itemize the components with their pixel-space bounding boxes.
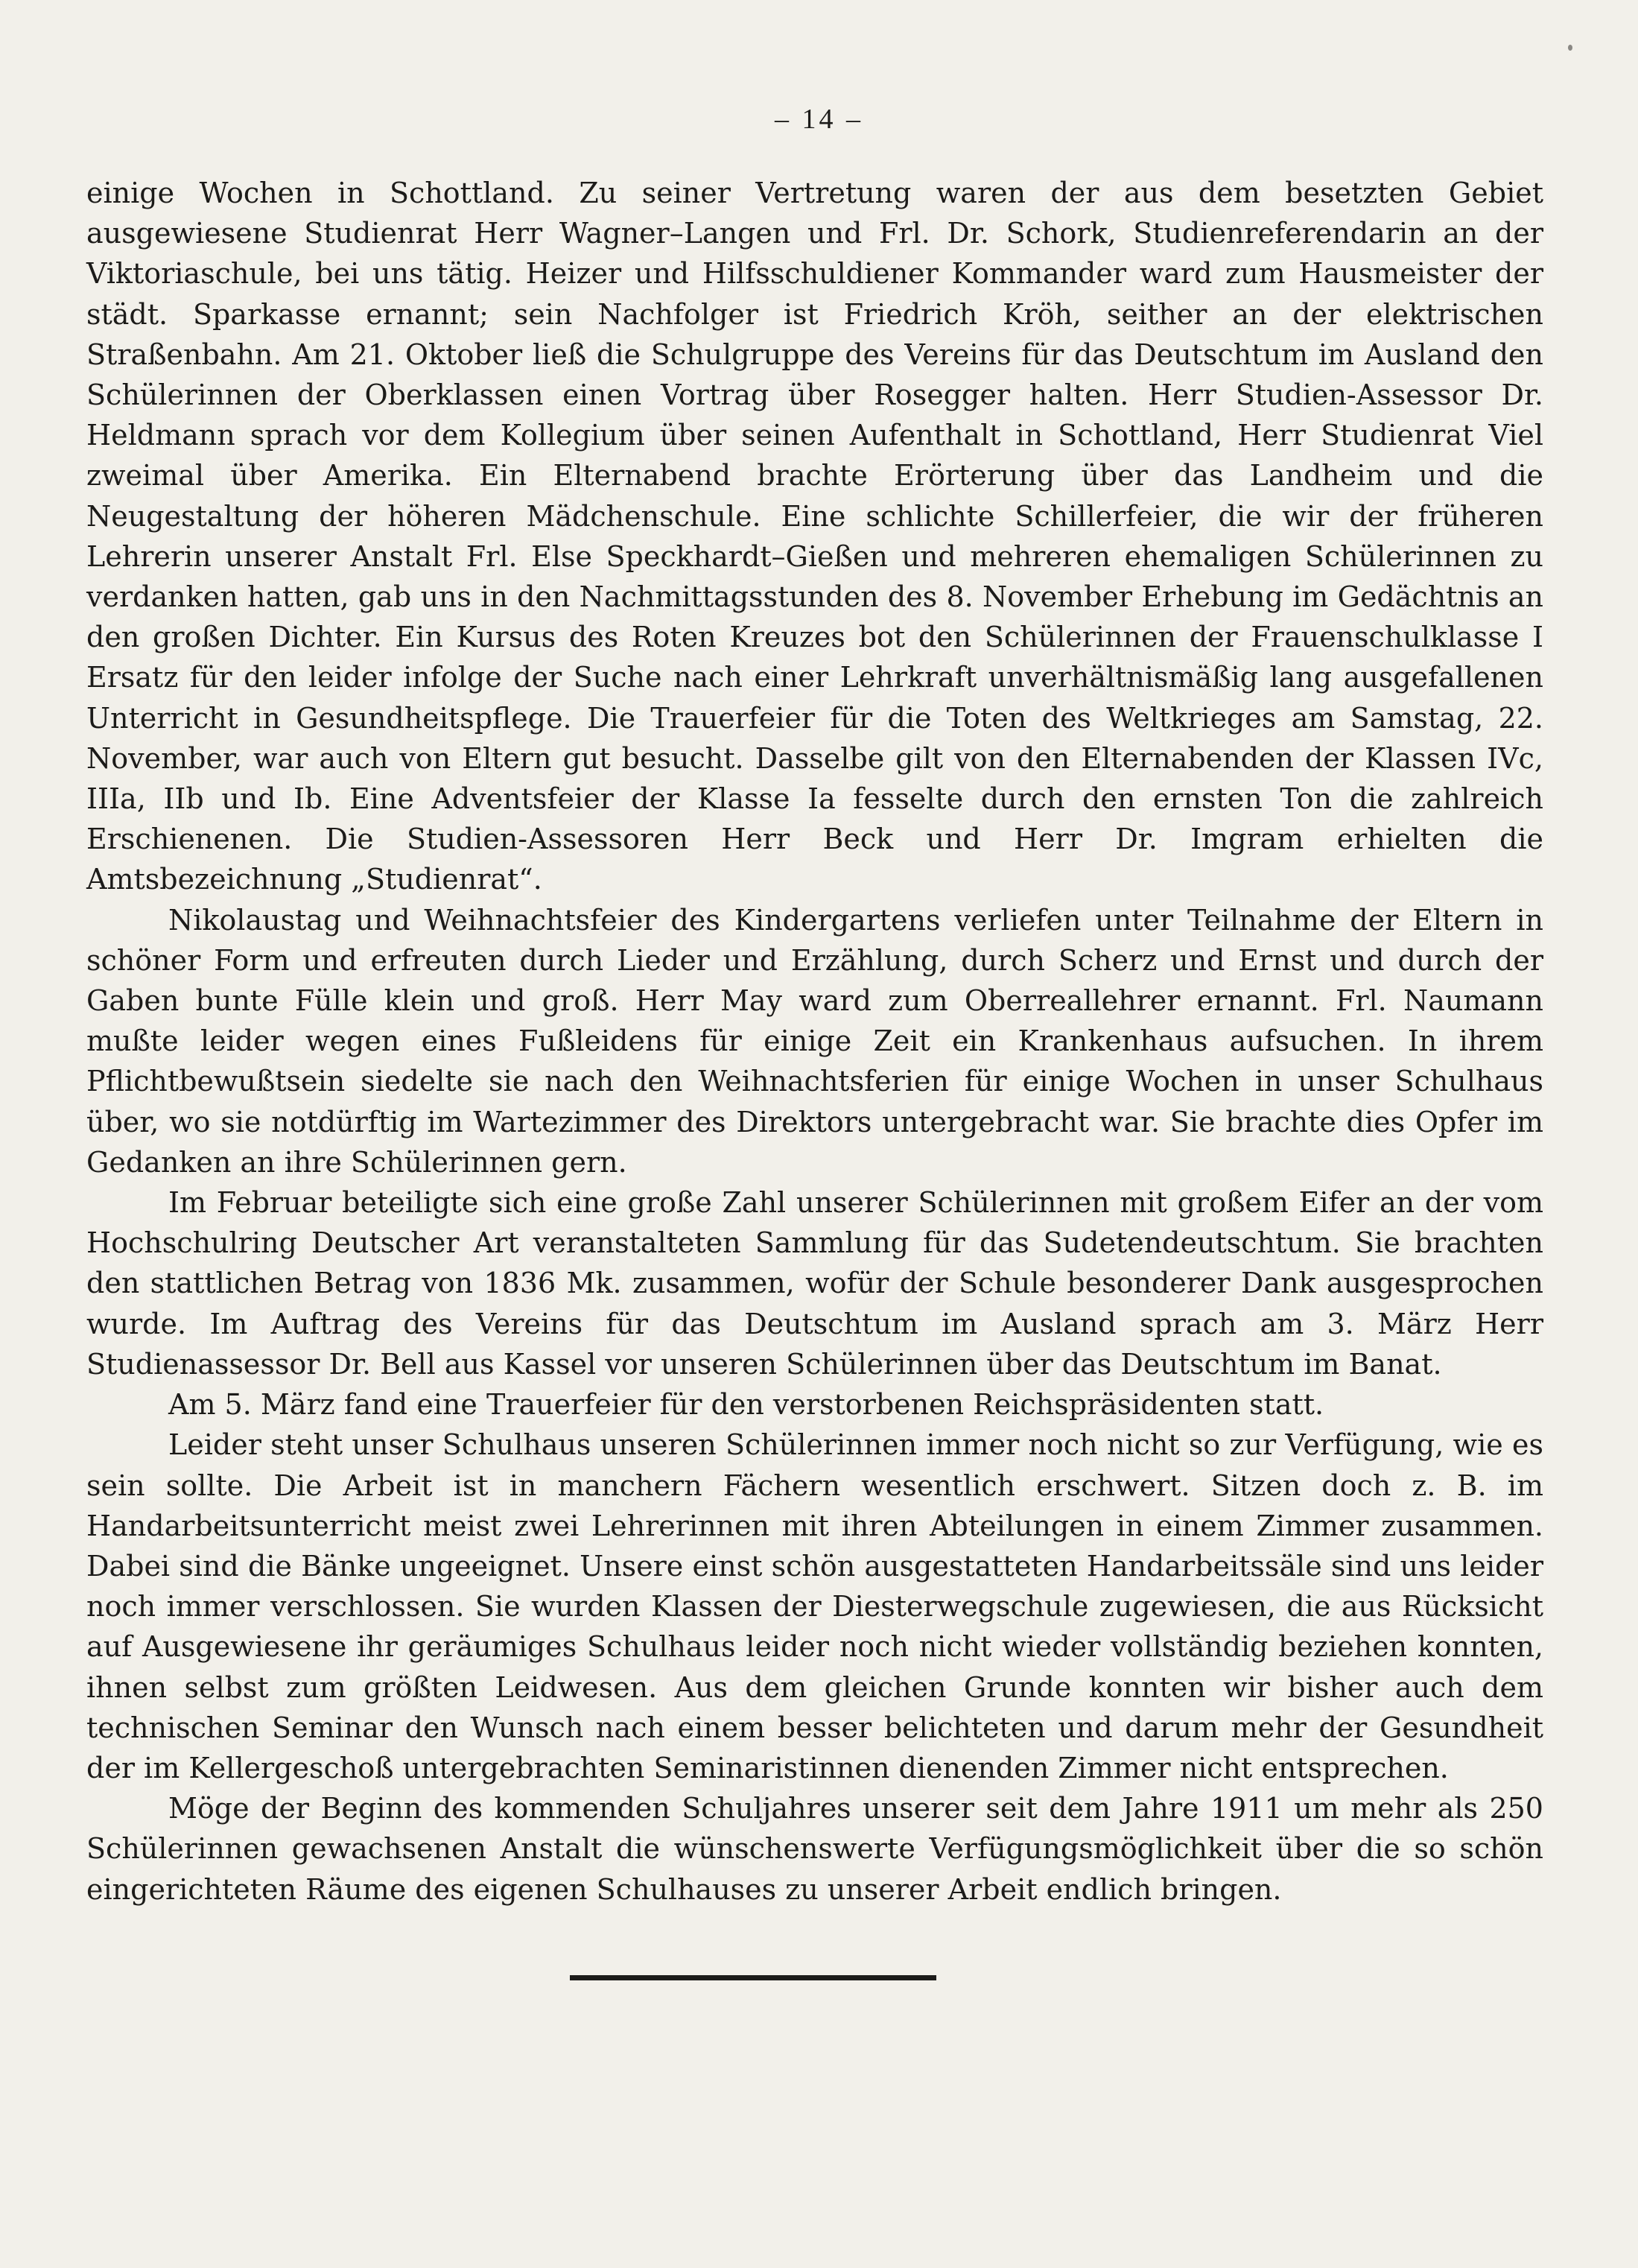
paper-speck — [1568, 45, 1572, 51]
body-text — [86, 173, 1543, 1910]
paragraph-6: Möge der Beginn des kommenden Schuljahres unserer seit dem Jahre 1911 um mehr als 250 Schülerinnen gewachsenen Anstalt die wünschenswerte Verfügungsmöglichkeit über die so schön eingerichteten Räume des eigenen Schulhauses zu unserer Arbeit endlich bringen. — [86, 1792, 1543, 1906]
paragraph-2: Nikolaustag und Weihnachtsfeier des Kindergartens verliefen unter Teilnahme der Eltern in schöner Form und erfreuten durch Lieder und Erzählung, durch Scherz und Ernst und durch der Gaben bunte Fülle klein und groß. Herr May ward zum Oberreallehrer ernannt. Frl. Naumann mußte leider wegen eines Fußleidens für einige Zeit ein Krankenhaus aufsuchen. In ihrem Pflichtbewußtsein siedelte sie nach den Weihnachtsferien für einige Wochen in unser Schulhaus über, wo sie notdürftig im Wartezimmer des Direktors untergebracht war. Sie brachte dies Opfer im Gedanken an ihre Schülerinnen gern. — [86, 903, 1543, 1179]
paragraph-5: Leider steht unser Schulhaus unseren Schülerinnen immer noch nicht so zur Verfügung, wie es sein sollte. Die Arbeit ist in manchern Fächern wesentlich erschwert. Sitzen doch z. B. im Handarbeitsunterricht meist zwei Lehrerinnen mit ihren Abteilungen in einem Zimmer zusammen. Dabei sind die Bänke ungeeignet. Unsere einst schön ausgestatteten Handarbeitssäle sind uns leider noch immer verschlossen. Sie wurden Klassen der Diesterwegschule zugewiesen, die aus Rücksicht auf Ausgewiesene ihr geräumiges Schulhaus leider noch nicht wieder vollständig beziehen konnten, ihnen selbst zum größten Leidwesen. Aus dem gleichen Grunde konnten wir bisher auch dem technischen Seminar den Wunsch nach einem besser belichteten und darum mehr der Gesundheit der im Kellergeschoß untergebrachten Seminaristinnen dienenden Zimmer nicht entsprechen. — [86, 1428, 1543, 1784]
paragraph-4: Am 5. März fand eine Trauerfeier für den verstorbenen Reichspräsidenten statt. — [168, 1388, 1324, 1422]
closing-rule — [570, 1975, 936, 1980]
page-number: – 14 – — [775, 104, 863, 135]
paragraph-1: einige Wochen in Schottland. Zu seiner Vertretung waren der aus dem besetzten Gebiet ausgewiesene Studienrat Herr Wagner–Langen und Frl. Dr. Schork, Studienreferendarin an der Viktoriaschule, bei uns tätig. Heizer und Hilfsschuldiener Kommander ward zum Hausmeister der städt. Sparkasse ernannt; sein Nachfolger ist Friedrich Kröh, seither an der elektrischen Straßenbahn. Am 21. Oktober ließ die Schulgruppe des Vereins für das Deutschtum im Ausland den Schülerinnen der Oberklassen einen Vortrag über Rosegger halten. Herr Studien-Assessor Dr. Heldmann sprach vor dem Kollegium über seinen Aufenthalt in Schottland, Herr Studienrat Viel zweimal über Amerika. Ein Elternabend brachte Erörterung über das Landheim und die Neugestaltung der höheren Mädchenschule. Eine schlichte Schillerfeier, die wir der früheren Lehrerin unserer Anstalt Frl. Else Speckhardt–Gießen und mehreren ehemaligen Schülerinnen zu verdanken hatten, gab uns in den Nachmittagsstunden des 8. November Erhebung im Gedächtnis an den großen Dichter. Ein Kursus des Roten Kreuzes bot den Schülerinnen der Frauenschulklasse I Ersatz für den leider infolge der Suche nach einer Lehrkraft unverhältnismäßig lang ausgefallenen Unterricht in Gesundheitspflege. Die Trauerfeier für die Toten des Weltkrieges am Samstag, 22. November, war auch von Eltern gut besucht. Dasselbe gilt von den Elternabenden der Klassen IVc, IIIa, IIb und Ib. Eine Adventsfeier der Klasse Ia fesselte durch den ernsten Ton die zahlreich Erschienenen. Die Studien-Assessoren Herr Beck und Herr Dr. Imgram erhielten die Amtsbezeichnung „Studienrat“. — [86, 177, 1543, 896]
paragraph-3: Im Februar beteiligte sich eine große Zahl unserer Schülerinnen mit großem Eifer an der vom Hochschulring Deutscher Art veranstalteten Sammlung für das Sudetendeutschtum. Sie brachten den stattlichen Betrag von 1836 Mk. zusammen, wofür der Schule besonderer Dank ausgesprochen wurde. Im Auftrag des Vereins für das Deutschtum im Ausland sprach am 3. März Herr Studienassessor Dr. Bell aus Kassel vor unseren Schülerinnen über das Deutschtum im Banat. — [86, 1186, 1543, 1381]
